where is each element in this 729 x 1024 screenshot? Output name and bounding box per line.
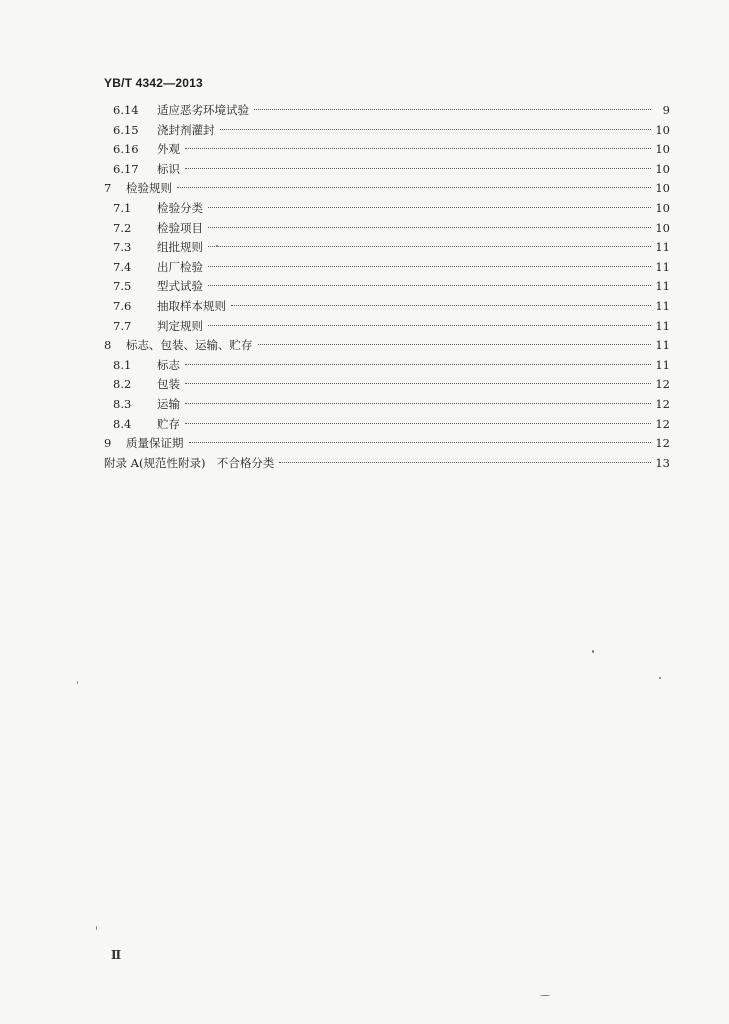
toc-entry-page: 11 [655,318,670,333]
toc-entry-page: 11 [655,299,670,313]
toc-entry-title: 出厂检验 [157,259,203,274]
scan-speck [96,926,97,930]
toc-entry[interactable] [113,375,670,393]
toc-entry-title: 标识 [157,161,180,176]
toc-entry-page: 12 [655,436,670,451]
toc-leader-dots [185,363,651,365]
toc-entry-title: 型式试验 [157,279,203,294]
toc-entry-number: 6.17 [113,161,139,176]
page-number: Ⅱ [111,948,122,962]
toc-entry-page: 10 [655,142,670,157]
toc-entry-number: 7.5 [113,279,132,294]
toc-entry-title: 组批规则 [157,240,203,255]
toc-leader-dots [208,324,651,326]
toc-entry-title: 抽取样本规则 [157,299,226,313]
toc-entry-number: 7.1 [113,201,132,215]
toc-entry[interactable] [104,434,670,452]
toc-entry-title: 贮存 [157,416,180,431]
toc-entry-title: 检验项目 [157,220,203,235]
toc-entry-page: 11 [655,259,670,274]
toc-entry-title: 标志 [157,357,180,372]
toc-entry-page: 11 [655,279,670,294]
toc-entry-page: 11 [655,338,670,353]
toc-entry-number: 7 [104,181,112,196]
toc-entry-title: 标志、包装、运输、贮存 [126,338,253,353]
scan-speck [659,677,661,679]
toc-entry-page: 9 [662,103,670,117]
toc-leader-dots [208,284,651,286]
toc-entry[interactable] [113,317,670,335]
toc-entry[interactable] [104,336,670,354]
toc-entry-title: 检验分类 [157,201,203,215]
toc-entry-title: 附录 A(规范性附录) 不合格分类 [104,455,275,470]
toc-leader-dots [208,265,651,267]
toc-leader-dots [185,382,651,384]
toc-entry-title: 包装 [157,377,180,392]
toc-leader-dots [185,422,651,424]
toc-leader-dots [185,167,651,169]
toc-entry[interactable] [104,179,670,197]
toc-entry-number: 8.1 [113,357,132,372]
toc-entry-title: 质量保证期 [126,436,184,451]
toc-entry[interactable] [113,238,670,256]
toc-entry-title: 适应恶劣环境试验 [157,103,249,117]
toc-entry-title: 运输 [157,397,180,411]
toc-entry[interactable] [113,258,670,276]
toc-entry-page: 10 [655,161,670,176]
toc-entry-number: 7.3 [113,240,132,255]
toc-entry-page: 10 [655,220,670,235]
toc-entry[interactable] [104,454,670,472]
toc-entry-page: 12 [655,416,670,431]
toc-entry[interactable] [113,160,670,178]
toc-entry[interactable] [113,101,670,119]
toc-entry[interactable] [113,140,670,158]
toc-entry-title: 浇封剂灌封 [157,122,215,137]
toc-leader-dots [208,226,651,228]
toc-leader-dots [258,343,652,345]
toc-entry-number: 8 [104,338,112,353]
toc-entry-page: 11 [655,240,670,255]
toc-entry-number: 6.16 [113,142,139,157]
toc-leader-dots [177,186,651,188]
toc-entry[interactable] [113,297,670,315]
toc-entry-title: 检验规则 [126,181,172,196]
toc-entry-page: 12 [655,377,670,392]
toc-entry[interactable] [113,121,670,139]
toc-entry[interactable] [113,356,670,374]
scan-speck [216,245,218,247]
toc-entry-page: 10 [655,201,670,215]
toc-entry-number: 8.3 [113,397,132,411]
toc-leader-dots [189,441,652,443]
toc-entry-number: 8.2 [113,377,132,392]
toc-entry[interactable] [113,277,670,295]
toc-entry-number: 7.6 [113,299,132,313]
toc-entry[interactable] [113,219,670,237]
toc-leader-dots [231,304,651,306]
toc-leader-dots [185,402,651,404]
toc-entry-page: 10 [655,181,670,196]
toc-leader-dots [208,206,651,208]
toc-entry[interactable] [113,199,670,217]
scan-speck [540,995,550,996]
standard-number-header: YB/T 4342—2013 [104,76,203,90]
toc-leader-dots [208,245,651,247]
toc-entry-page: 12 [655,397,670,411]
toc-entry-page: 13 [655,455,670,470]
toc-entry-number: 7.2 [113,220,132,235]
toc-leader-dots [254,108,651,110]
toc-leader-dots [220,128,652,130]
toc-entry-number: 6.15 [113,122,139,137]
toc-leader-dots [279,461,651,463]
scan-speck [77,681,78,684]
toc-entry-title: 判定规则 [157,318,203,333]
toc-leader-dots [185,147,651,149]
toc-entry-number: 8.4 [113,416,132,431]
scan-speck [592,650,594,653]
toc-entry-page: 10 [655,122,670,137]
toc-entry[interactable] [113,395,670,413]
toc-entry-number: 9 [104,436,112,451]
toc-entry-number: 7.4 [113,259,132,274]
toc-entry-page: 11 [655,357,670,372]
toc-entry[interactable] [113,415,670,433]
toc-entry-title: 外观 [157,142,180,157]
toc-entry-number: 7.7 [113,318,132,333]
toc-entry-number: 6.14 [113,103,139,117]
